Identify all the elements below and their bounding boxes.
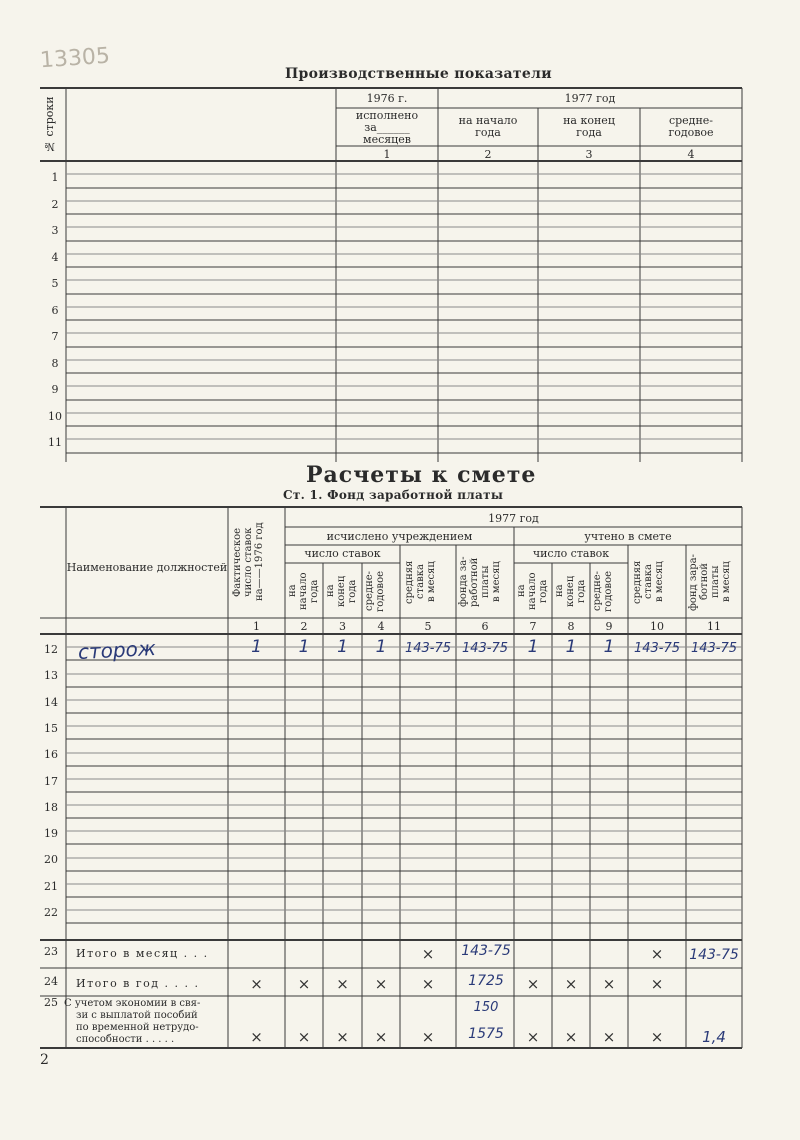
- sub-rates-header: число ставок: [532, 547, 610, 560]
- economy-label-line3: по временной нетрудо-: [76, 1022, 199, 1033]
- col-actual-header: Фактическое число ставок на——1976 год: [232, 522, 265, 602]
- col-number: 9: [605, 620, 613, 633]
- col-number: 1: [383, 148, 391, 161]
- group-budget-header: учтено в смете: [584, 530, 672, 543]
- cross-mark: ×: [526, 975, 540, 993]
- row12-cell: 1: [298, 637, 310, 657]
- col-1977-header: 1977 год: [488, 512, 539, 525]
- v-start-header: на начало года: [287, 572, 320, 610]
- row-number: 10: [48, 410, 62, 423]
- v-avgrate-header: средняя ставка в месяц: [632, 560, 665, 604]
- cross-mark: ×: [602, 975, 616, 993]
- row-number: 2: [51, 198, 59, 211]
- section1-title: Производственные показатели: [285, 66, 552, 82]
- row12-cell: 1: [603, 637, 615, 657]
- row12-cell: 1: [251, 637, 262, 657]
- col-number: 2: [484, 148, 492, 161]
- cross-mark: ×: [374, 1028, 388, 1046]
- row-number: 9: [51, 383, 59, 396]
- v-end-header: на конец года: [554, 575, 587, 607]
- cross-mark: ×: [526, 1028, 540, 1046]
- row-number: 1: [51, 171, 59, 184]
- total-month-col11: 143-75: [689, 947, 739, 963]
- economy-col6: 1575: [468, 1026, 504, 1042]
- section2-subtitle: Ст. 1. Фонд заработной платы: [283, 488, 504, 502]
- total-month-col6: 143-75: [461, 943, 511, 959]
- row-number: 24: [44, 975, 58, 988]
- economy-col11: 1,4: [702, 1028, 726, 1046]
- economy-col6-top: 150: [473, 1000, 499, 1015]
- col-end-header: на конец года: [563, 114, 615, 139]
- cross-mark: ×: [650, 945, 664, 963]
- page-number: 2: [40, 1052, 49, 1068]
- archive-number: 13305: [39, 43, 111, 74]
- total-year-label: Итого в год . . . .: [76, 977, 200, 990]
- total-year-col6: 1725: [468, 973, 504, 989]
- col-number: 3: [585, 148, 593, 161]
- row-number: 6: [51, 304, 59, 317]
- row-number: 8: [51, 357, 59, 370]
- col-number: 2: [300, 620, 308, 633]
- row-number: 21: [44, 880, 58, 893]
- cross-mark: ×: [421, 945, 435, 963]
- v-start-header: на начало года: [516, 572, 549, 610]
- total-month-label: Итого в месяц . . .: [76, 947, 209, 960]
- col-number: 4: [687, 148, 695, 161]
- row-number: 12: [44, 643, 58, 656]
- row-number: 22: [44, 906, 58, 919]
- row-number: 7: [51, 330, 59, 343]
- col-number: 7: [529, 620, 537, 633]
- row12-cell: 1: [527, 637, 539, 657]
- v-avg-header: средне- годовое: [364, 570, 386, 612]
- economy-label-line1: С учетом экономии в свя-: [64, 998, 201, 1009]
- col-number: 4: [377, 620, 385, 633]
- col-number: 8: [567, 620, 575, 633]
- col-number: 5: [424, 620, 432, 633]
- economy-label-line4: способности . . . . .: [76, 1034, 175, 1045]
- row-number: 3: [51, 224, 59, 237]
- cross-mark: ×: [297, 975, 311, 993]
- v-avg-header: средне- годовое: [592, 570, 614, 612]
- cross-mark: ×: [336, 975, 349, 993]
- cross-mark: ×: [250, 1028, 263, 1046]
- row12-cell: 1: [337, 637, 348, 657]
- col-number: 11: [707, 620, 721, 633]
- cross-mark: ×: [421, 975, 435, 993]
- row-number: 17: [44, 775, 58, 788]
- row12-cell: 1: [375, 637, 387, 657]
- row12-cell: 1: [565, 637, 577, 657]
- v-avgrate-header: средняя ставка в месяц: [404, 560, 437, 604]
- row-number: 5: [51, 277, 59, 290]
- row-number: 15: [44, 722, 58, 735]
- col-number: 1: [253, 620, 260, 633]
- row-number: 16: [44, 748, 58, 761]
- row-number: 14: [44, 696, 58, 709]
- col-1976-sub-header: исполнено за______ месяцев: [355, 109, 419, 146]
- section2-title: Расчеты к смете: [306, 462, 537, 488]
- cross-mark: ×: [297, 1028, 311, 1046]
- row-number: 19: [44, 827, 58, 840]
- row12-cell: 143-75: [690, 641, 738, 656]
- row-number: 13: [44, 669, 58, 682]
- cross-mark: ×: [421, 1028, 435, 1046]
- cross-mark: ×: [374, 975, 388, 993]
- row12-cell: 143-75: [404, 641, 452, 656]
- row-number: 4: [51, 251, 59, 264]
- row12-position-name: сторож: [77, 635, 157, 665]
- cross-mark: ×: [564, 975, 578, 993]
- v-end-header: на конец года: [325, 575, 358, 607]
- col-1976-header: 1976 г.: [366, 92, 408, 105]
- col-number: 3: [339, 620, 346, 633]
- group-calc-header: исчислено учреждением: [326, 530, 473, 543]
- col-avg-header: средне- годовое: [668, 114, 714, 139]
- v-fund-budget-header: фонд зара- ботной платы в месяц: [688, 553, 732, 611]
- col-row-number-header: № строки: [43, 96, 56, 154]
- cross-mark: ×: [336, 1028, 349, 1046]
- cross-mark: ×: [650, 975, 664, 993]
- cross-mark: ×: [602, 1028, 616, 1046]
- row-number: 18: [44, 801, 58, 814]
- cross-mark: ×: [250, 975, 263, 993]
- col-start-header: на начало года: [458, 114, 518, 139]
- col-number: 10: [650, 620, 664, 633]
- cross-mark: ×: [650, 1028, 664, 1046]
- col-number: 6: [481, 620, 489, 633]
- row12-cell: 143-75: [461, 641, 509, 656]
- row-number: 11: [48, 436, 62, 449]
- row12-cell: 143-75: [633, 641, 681, 656]
- sub-rates-header: число ставок: [304, 547, 381, 560]
- col-name-header: Наименование должностей: [66, 561, 228, 574]
- v-fund-calc-header: фонда за- работной платы в месяц: [458, 556, 502, 608]
- row-number: 25: [44, 996, 58, 1009]
- col-1977-header: 1977 год: [564, 92, 616, 105]
- row-number: 23: [44, 945, 58, 958]
- row-number: 20: [44, 853, 58, 866]
- economy-label-line2: зи с выплатой пособий: [76, 1010, 198, 1021]
- cross-mark: ×: [564, 1028, 578, 1046]
